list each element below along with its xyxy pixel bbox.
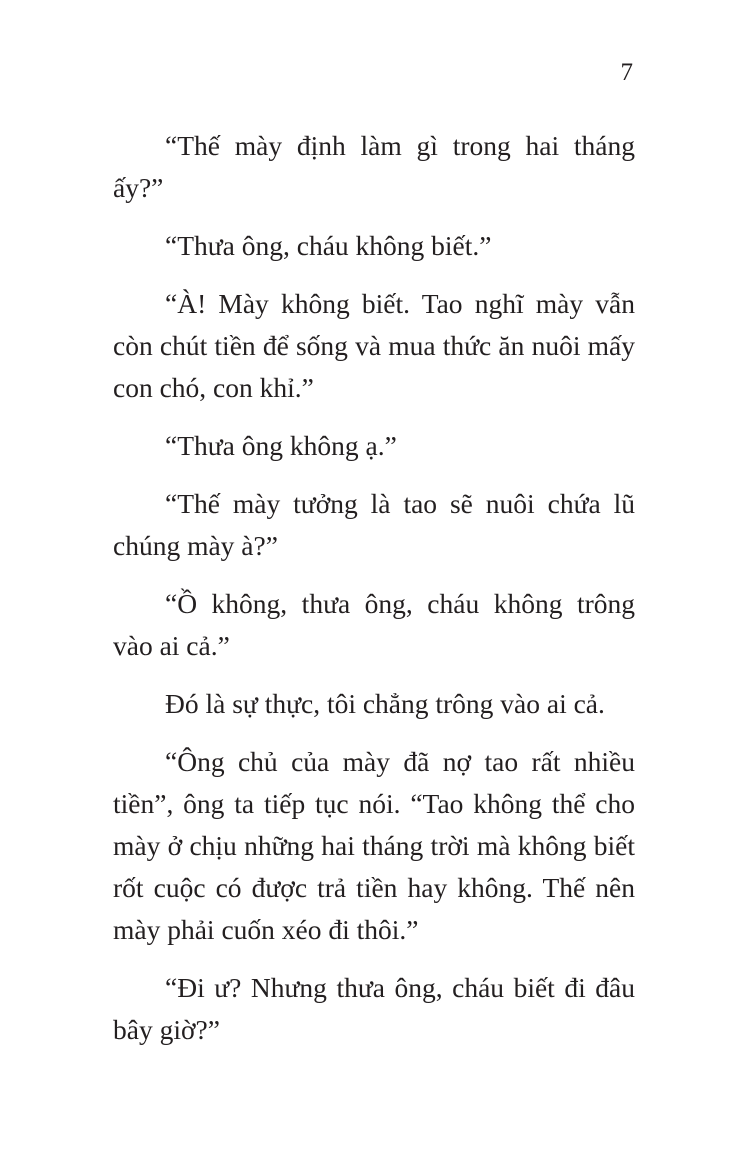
paragraph-8: “Ông chủ của mày đã nợ tao rất nhiều tiền”, ông ta tiếp tục nói. “Tao không thể cho mày ở chịu những hai tháng trời mà không biết rốt cuộc có được trả tiền hay không. Thế nên mày phải cuốn xéo đi thôi.” bbox=[113, 746, 635, 945]
paragraph-9: “Đi ư? Nhưng thưa ông, cháu biết đi đâu bây giờ?” bbox=[113, 972, 635, 1045]
paragraph-5: “Thế mày tưởng là tao sẽ nuôi chứa lũ chúng mày à?” bbox=[113, 488, 635, 561]
page-number: 7 bbox=[620, 59, 633, 86]
paragraph-1: “Thế mày định làm gì trong hai tháng ấy?” bbox=[113, 130, 635, 203]
body-text bbox=[113, 125, 635, 1067]
paragraph-2: “Thưa ông, cháu không biết.” bbox=[165, 230, 492, 261]
paragraph-4: “Thưa ông không ạ.” bbox=[165, 430, 397, 461]
paragraph-7: Đó là sự thực, tôi chẳng trông vào ai cả. bbox=[165, 688, 605, 719]
paragraph-3: “À! Mày không biết. Tao nghĩ mày vẫn còn chút tiền để sống và mua thức ăn nuôi mấy con chó, con khỉ.” bbox=[113, 288, 635, 403]
paragraph-6: “Ồ không, thưa ông, cháu không trông vào ai cả.” bbox=[113, 588, 635, 661]
